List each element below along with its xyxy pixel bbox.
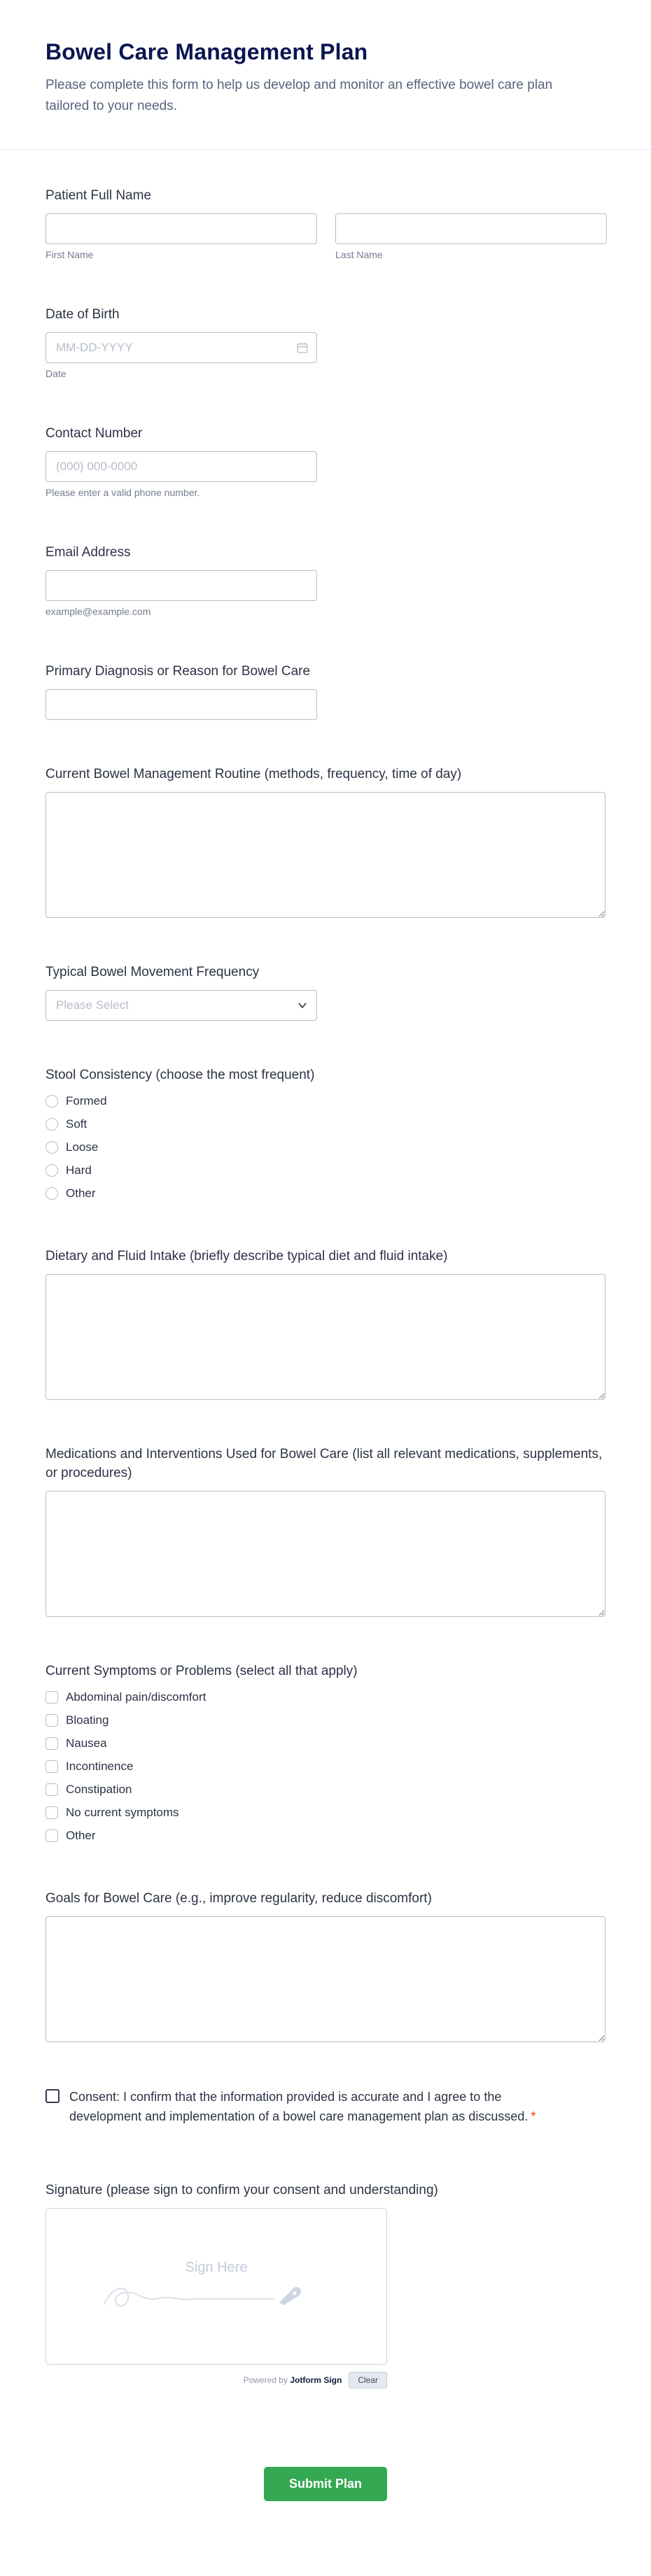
first-name-subfield — [46, 213, 317, 260]
checkbox-option-nausea[interactable] — [46, 1735, 606, 1752]
last-name-subfield — [335, 213, 607, 260]
checkbox-label: No current symptoms — [66, 1806, 179, 1819]
select-placeholder: Please Select — [56, 998, 129, 1012]
checkbox-icon — [46, 1737, 58, 1750]
required-asterisk: * — [531, 2109, 536, 2123]
contact-sublabel: Please enter a valid phone number. — [46, 487, 200, 498]
submit-button[interactable]: Submit Plan — [264, 2467, 387, 2501]
checkbox-option-no-current-symptoms[interactable] — [46, 1804, 606, 1821]
last-name-input[interactable] — [335, 213, 607, 244]
checkbox-label: Constipation — [66, 1783, 132, 1796]
diagnosis-label: Primary Diagnosis or Reason for Bowel Care — [46, 664, 311, 679]
diet-textarea[interactable] — [46, 1274, 606, 1400]
stool-consistency-label: Stool Consistency (choose the most frequent) — [46, 1068, 315, 1082]
diet-label: Dietary and Fluid Intake (briefly describe typical diet and fluid intake) — [46, 1249, 448, 1264]
email-sublabel: example@example.com — [46, 606, 151, 617]
first-name-input[interactable] — [46, 213, 317, 244]
signature-footer — [46, 2372, 387, 2389]
radio-label: Loose — [66, 1140, 99, 1154]
name-row — [46, 213, 606, 260]
symptoms-label: Current Symptoms or Problems (select all that apply) — [46, 1664, 358, 1678]
checkbox-icon — [46, 1691, 58, 1704]
radio-option-soft[interactable] — [46, 1116, 606, 1133]
radio-label: Hard — [66, 1163, 92, 1177]
dob-input[interactable] — [46, 332, 317, 363]
contact-input[interactable] — [46, 451, 317, 482]
field-diet — [46, 1247, 606, 1400]
field-goals — [46, 1889, 606, 2042]
form-subtitle: Please complete this form to help us develop and monitor an effective bowel care plan tailored to your needs. — [46, 78, 553, 113]
submit-area — [46, 2467, 606, 2531]
checkbox-label: Other — [66, 1829, 96, 1842]
jotform-sign-brand: Jotform Sign — [290, 2375, 342, 2385]
contact-label: Contact Number — [46, 426, 143, 441]
radio-icon — [46, 1141, 58, 1154]
radio-option-hard[interactable] — [46, 1162, 606, 1179]
checkbox-option-bloating[interactable] — [46, 1712, 606, 1729]
dob-sublabel: Date — [46, 368, 66, 379]
checkbox-icon — [46, 1806, 58, 1819]
patient-name-label: Patient Full Name — [46, 188, 152, 203]
pen-icon — [279, 2286, 301, 2305]
signature-label: Signature (please sign to confirm your consent and understanding) — [46, 2183, 438, 2198]
email-label: Email Address — [46, 545, 131, 560]
email-input[interactable] — [46, 570, 317, 601]
checkbox-icon — [46, 1830, 58, 1842]
radio-label: Soft — [66, 1117, 88, 1131]
field-date-of-birth — [46, 305, 606, 379]
medications-textarea[interactable] — [46, 1491, 606, 1617]
signature-pad[interactable] — [46, 2208, 387, 2365]
field-medications — [46, 1445, 606, 1617]
checkbox-label: Bloating — [66, 1713, 109, 1727]
checkbox-icon — [46, 1783, 58, 1796]
powered-by-text: Powered by — [243, 2375, 288, 2385]
radio-icon — [46, 1118, 58, 1131]
radio-option-loose[interactable] — [46, 1139, 606, 1156]
signature-squiggle — [97, 2277, 335, 2314]
radio-option-formed[interactable] — [46, 1093, 606, 1110]
signature-clear-button[interactable]: Clear — [349, 2372, 387, 2389]
radio-icon — [46, 1095, 58, 1107]
bowel-frequency-select[interactable] — [46, 990, 317, 1021]
form-header — [0, 0, 651, 117]
medications-label: Medications and Interventions Used for Bowel Care (list all relevant medications, supplements, or procedures) — [46, 1447, 603, 1480]
routine-label: Current Bowel Management Routine (methods, frequency, time of day) — [46, 767, 462, 781]
field-patient-name — [46, 186, 606, 260]
field-contact-number — [46, 424, 606, 498]
page-title: Bowel Care Management Plan — [46, 39, 368, 64]
last-name-sublabel: Last Name — [335, 249, 383, 260]
checkbox-option-constipation[interactable] — [46, 1781, 606, 1798]
form-body — [0, 150, 651, 2531]
radio-label: Formed — [66, 1094, 107, 1107]
consent-label: Consent: I confirm that the information provided is accurate and I agree to the development and implementation of a bowel care management plan as discussed. — [69, 2090, 528, 2123]
radio-icon — [46, 1187, 58, 1200]
checkbox-label: Incontinence — [66, 1760, 134, 1773]
radio-option-other[interactable] — [46, 1185, 606, 1202]
field-stool-consistency — [46, 1066, 606, 1202]
checkbox-label: Nausea — [66, 1736, 107, 1750]
checkbox-label: Abdominal pain/discomfort — [66, 1690, 206, 1704]
checkbox-option-incontinence[interactable] — [46, 1758, 606, 1775]
checkbox-icon — [46, 1760, 58, 1773]
checkbox-option-abdominal-pain[interactable] — [46, 1689, 606, 1706]
checkbox-option-other[interactable] — [46, 1827, 606, 1844]
radio-label: Other — [66, 1187, 96, 1200]
first-name-sublabel: First Name — [46, 249, 94, 260]
field-diagnosis — [46, 662, 606, 720]
sign-here-placeholder: Sign Here — [185, 2259, 248, 2275]
goals-label: Goals for Bowel Care (e.g., improve regularity, reduce discomfort) — [46, 1891, 432, 1906]
checkbox-icon — [46, 1714, 58, 1727]
dob-input-wrap — [46, 332, 317, 363]
goals-textarea[interactable] — [46, 1916, 606, 2042]
diagnosis-input[interactable] — [46, 689, 317, 720]
field-signature — [46, 2181, 606, 2389]
field-frequency — [46, 963, 606, 1021]
consent-text — [69, 2087, 545, 2126]
field-email — [46, 543, 606, 617]
consent-checkbox[interactable] — [46, 2089, 59, 2103]
chevron-down-icon — [298, 1003, 307, 1008]
field-routine — [46, 765, 606, 918]
dob-label: Date of Birth — [46, 307, 120, 322]
field-consent — [46, 2087, 606, 2126]
frequency-label: Typical Bowel Movement Frequency — [46, 965, 260, 979]
routine-textarea[interactable] — [46, 792, 606, 918]
radio-icon — [46, 1164, 58, 1177]
field-symptoms — [46, 1662, 606, 1844]
powered-by-label — [244, 2375, 342, 2385]
